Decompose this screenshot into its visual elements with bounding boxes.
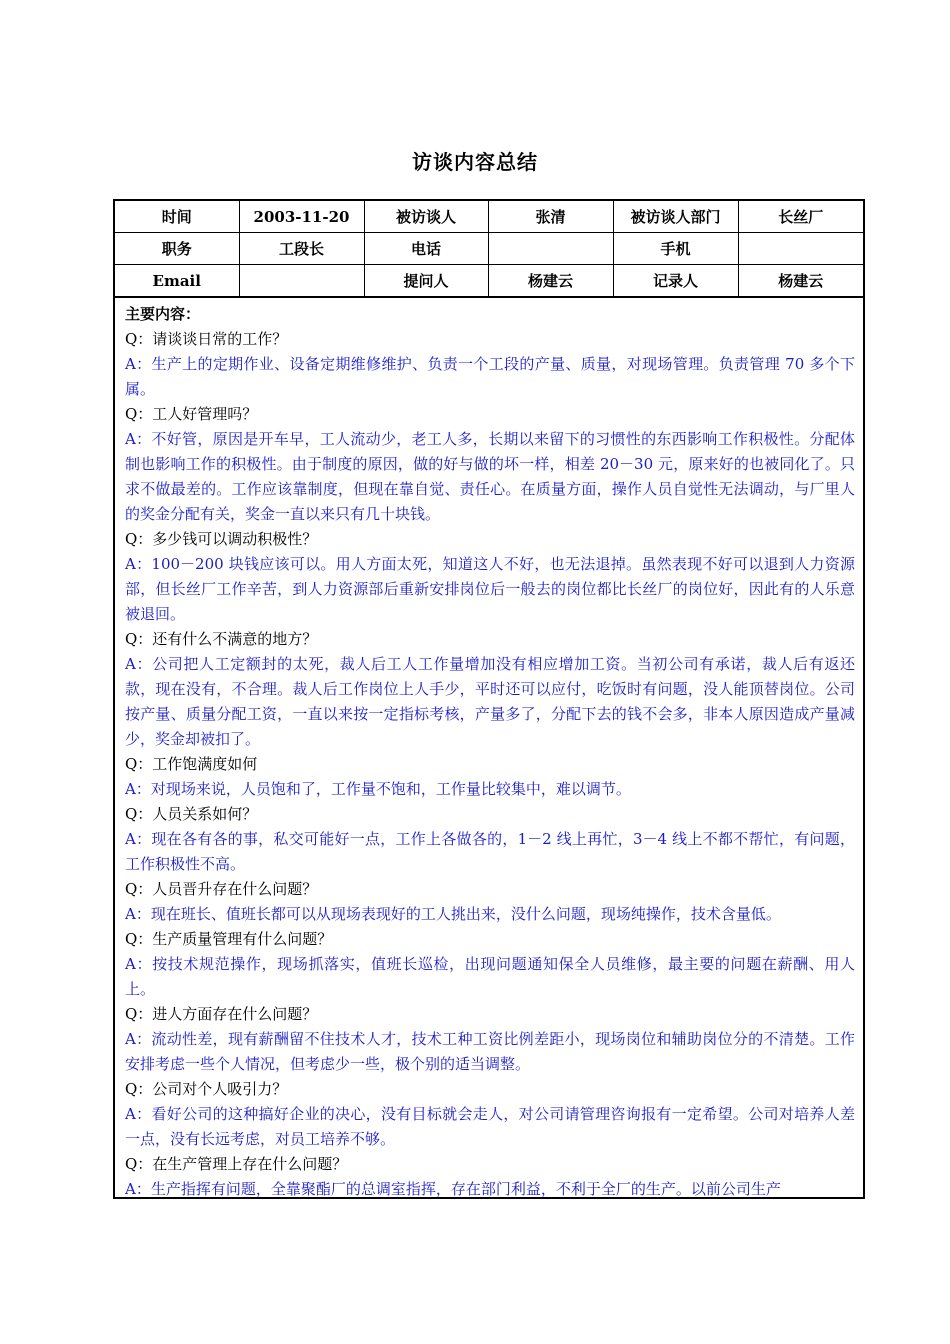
value-phone bbox=[488, 233, 613, 265]
question: Q：人员关系如何？ bbox=[125, 805, 258, 823]
answer: A：现在班长、值班长都可以从现场表现好的工人挑出来，没什么问题，现场纯操作，技术含量低。 bbox=[125, 905, 781, 923]
info-row bbox=[115, 201, 863, 233]
value-recorder: 杨建云 bbox=[738, 265, 863, 297]
label-recorder: 记录人 bbox=[613, 265, 738, 297]
content-heading: 主要内容： bbox=[125, 305, 201, 323]
label-time: 时间 bbox=[115, 201, 239, 233]
question: Q：公司对个人吸引力？ bbox=[125, 1080, 288, 1098]
answer: A：公司把人工定额封的太死，裁人后工人工作量增加没有相应增加工资。当初公司有承诺，裁人后有返还款，现在没有，不合理。裁人后工作岗位上人手少，平时还可以应付，吃饭时有问题，没人能顶替岗位。公司按产量、质量分配工资，一直以来按一定指标考核，产量多了，分配下去的钱不会多，非本人原因造成产量减少，奖金却被扣了。 bbox=[125, 655, 855, 748]
main-content bbox=[115, 297, 863, 1198]
answer: A：生产上的定期作业、设备定期维修维护、负责一个工段的产量、质量，对现场管理。负责管理 70 多个下属。 bbox=[125, 355, 855, 398]
value-questioner: 杨建云 bbox=[488, 265, 613, 297]
interview-form bbox=[113, 199, 865, 1199]
answer: A：现在各有各的事，私交可能好一点，工作上各做各的，1－2 线上再忙，3－4 线上不都不帮忙，有问题，工作积极性不高。 bbox=[125, 830, 855, 873]
question: Q：还有什么不满意的地方？ bbox=[125, 630, 318, 648]
question: Q：生产质量管理有什么问题？ bbox=[125, 930, 333, 948]
label-position: 职务 bbox=[115, 233, 239, 265]
answer: A：按技术规范操作，现场抓落实，值班长巡检，出现问题通知保全人员维修，最主要的问题在薪酬、用人上。 bbox=[125, 955, 855, 998]
question: Q：人员晋升存在什么问题？ bbox=[125, 880, 318, 898]
label-department: 被访谈人部门 bbox=[613, 201, 738, 233]
question: Q：工人好管理吗？ bbox=[125, 405, 258, 423]
question: Q：进人方面存在什么问题？ bbox=[125, 1005, 318, 1023]
label-phone: 电话 bbox=[364, 233, 488, 265]
answer: A：生产指挥有问题，全靠聚酯厂的总调室指挥，存在部门利益，不利于全厂的生产。以前公司生产 bbox=[125, 1180, 781, 1198]
value-mobile bbox=[738, 233, 863, 265]
label-questioner: 提问人 bbox=[364, 265, 488, 297]
answer: A：对现场来说，人员饱和了，工作量不饱和，工作量比较集中，难以调节。 bbox=[125, 780, 631, 798]
answer: A：100－200 块钱应该可以。用人方面太死，知道这人不好，也无法退掉。虽然表现不好可以退到人力资源部，但长丝厂工作辛苦，到人力资源部后重新安排岗位后一般去的岗位都比长丝厂的岗位好，因此有的人乐意被退回。 bbox=[125, 555, 855, 623]
answer: A：流动性差，现有薪酬留不住技术人才，技术工种工资比例差距小，现场岗位和辅助岗位分的不清楚。工作安排考虑一些个人情况，但考虑少一些，极个别的适当调整。 bbox=[125, 1030, 855, 1073]
question: Q：多少钱可以调动积极性？ bbox=[125, 530, 318, 548]
answer: A：不好管，原因是开车早，工人流动少，老工人多，长期以来留下的习惯性的东西影响工作积极性。分配体制也影响工作的积极性。由于制度的原因，做的好与做的坏一样，相差 20－30 元，原来好的也被同化了。只求不做最差的。工作应该靠制度，但现在靠自觉、责任心。在质量方面，操作人员自觉性无法调动，与厂里人的奖金分配有关，奖金一直以来只有几十块钱。 bbox=[125, 430, 855, 523]
question: Q：请谈谈日常的工作？ bbox=[125, 330, 288, 348]
answer: A：看好公司的这种搞好企业的决心，没有目标就会走人，对公司请管理咨询报有一定希望。公司对培养人差一点，没有长远考虑，对员工培养不够。 bbox=[125, 1105, 855, 1148]
label-interviewee: 被访谈人 bbox=[364, 201, 488, 233]
label-email: Email bbox=[115, 265, 239, 297]
label-mobile: 手机 bbox=[613, 233, 738, 265]
value-time: 2003-11-20 bbox=[239, 201, 364, 233]
value-interviewee: 张清 bbox=[488, 201, 613, 233]
page-title: 访谈内容总结 bbox=[412, 150, 538, 174]
question: Q：在生产管理上存在什么问题？ bbox=[125, 1155, 348, 1173]
question: Q：工作饱满度如何 bbox=[125, 755, 258, 773]
info-table bbox=[115, 201, 863, 297]
info-row bbox=[115, 233, 863, 265]
value-email bbox=[239, 265, 364, 297]
value-position: 工段长 bbox=[239, 233, 364, 265]
info-row bbox=[115, 265, 863, 297]
value-department: 长丝厂 bbox=[738, 201, 863, 233]
